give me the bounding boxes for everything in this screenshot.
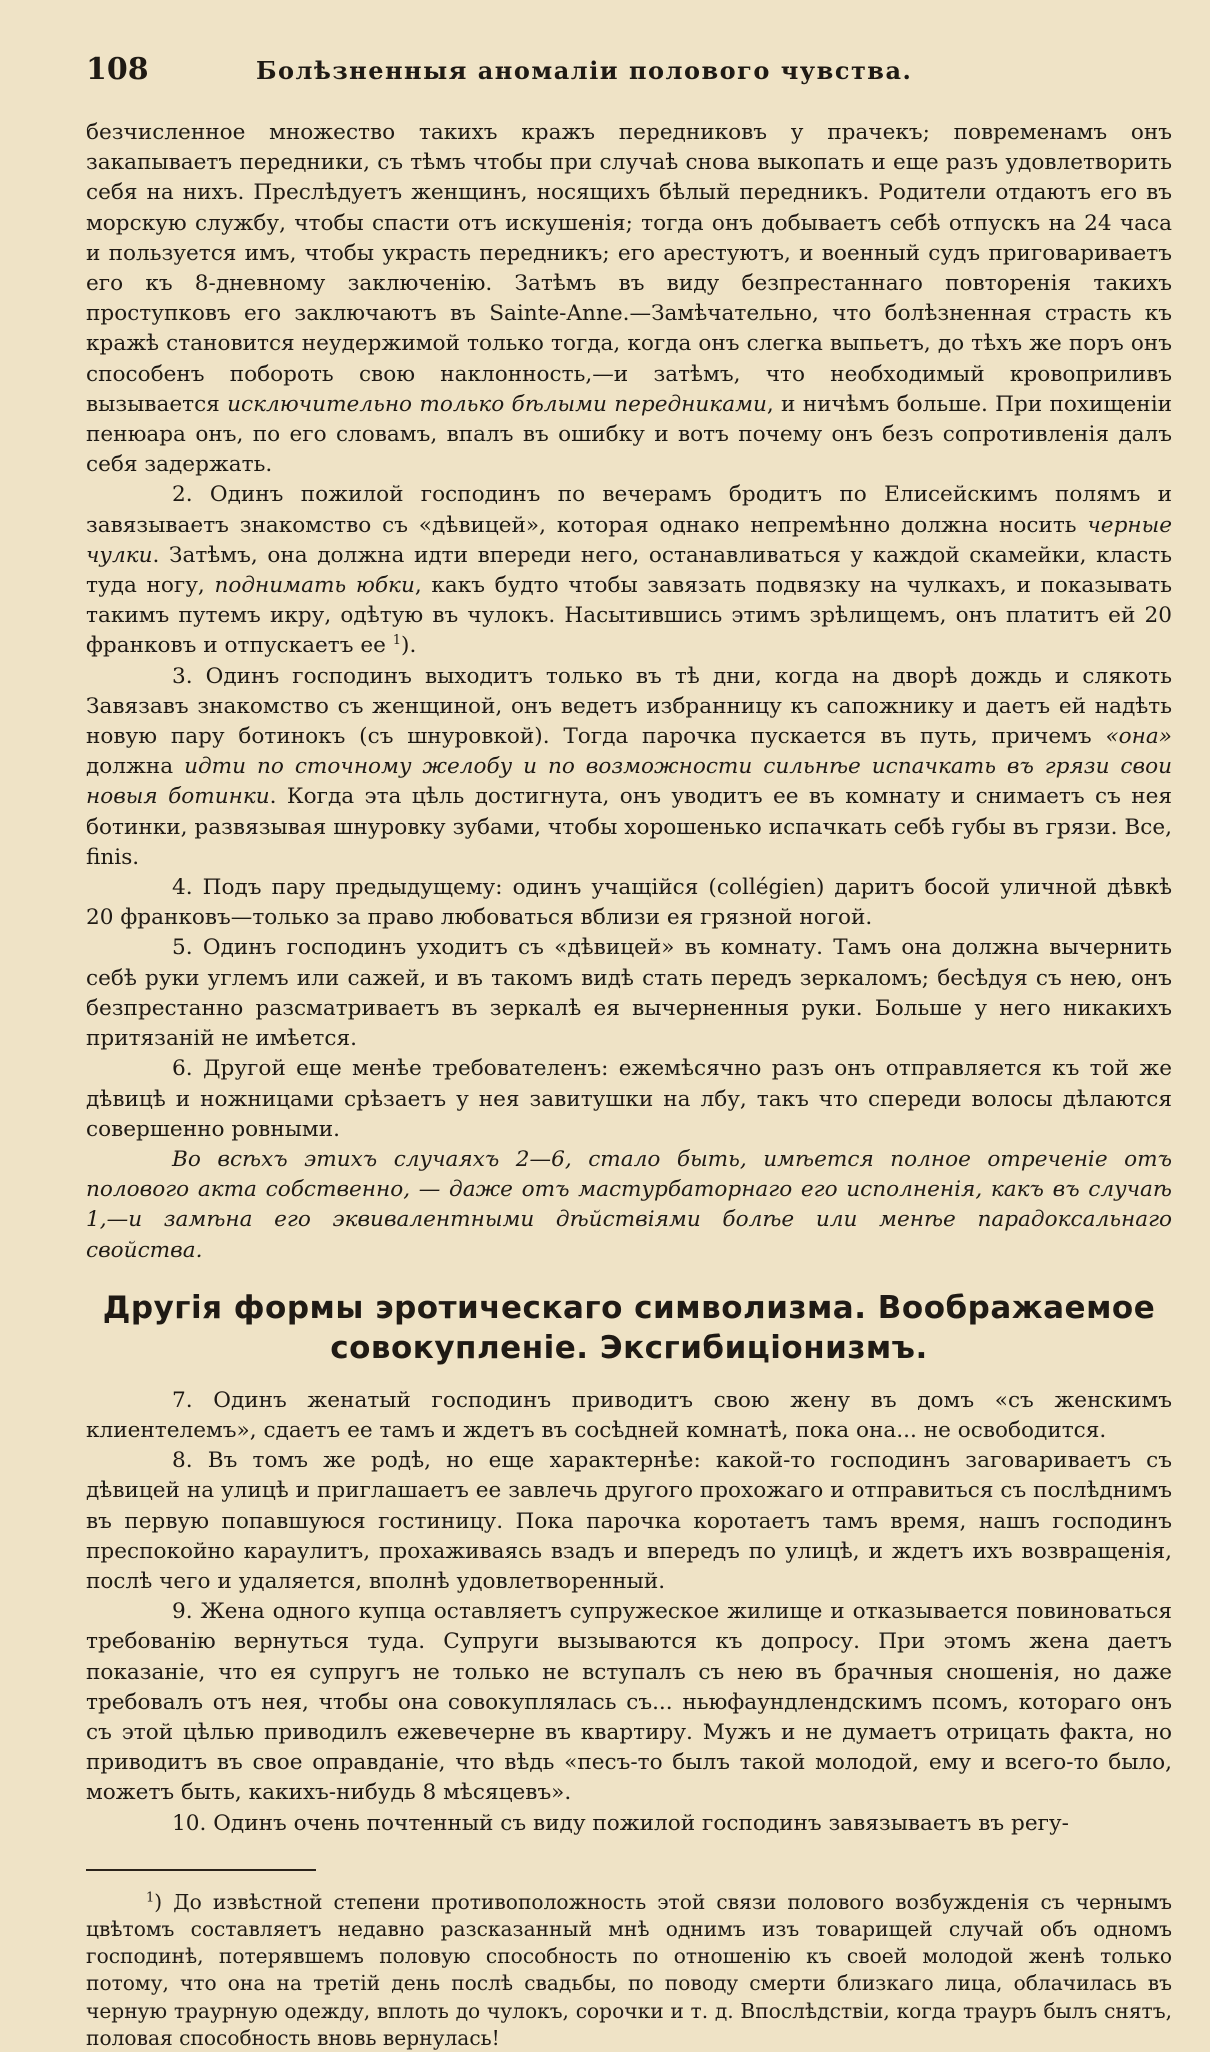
summary-paragraph: Во всѣхъ этихъ случаяхъ 2—6, стало быть, имѣется полное отреченіе отъ полового акта собственно, — даже отъ мастурбаторнаго его исполненія, какъ въ случаѣ 1,—и замѣна его эквивалентными дѣйствіями болѣе или менѣе парадоксальнаго свойства. bbox=[86, 1146, 1172, 1263]
paragraph-10: 10. Одинъ очень почтенный съ виду пожилой господинъ завязываетъ въ регу- bbox=[172, 1810, 1069, 1836]
footnote-marker: 1 bbox=[146, 1890, 155, 1906]
section-heading-line-2: совокупленіе. Эксгибиціонизмъ. bbox=[330, 1329, 928, 1366]
paragraph-6: 6. Другой еще менѣе требователенъ: ежемѣсячно разъ онъ отправляется къ той же дѣвицѣ и ножницами срѣзаетъ у нея завитушки на лбу, такъ что спереди волосы дѣлаются совершенно ровными. bbox=[86, 1056, 1172, 1142]
paragraph-4: 4. Подъ пару предыдущему: одинъ учащійся (collégien) даритъ босой уличной дѣвкѣ 20 франковъ—только за право любоваться вблизи ея грязной ногой. bbox=[86, 875, 1172, 931]
paragraph-8: 8. Въ томъ же родѣ, но еще характернѣе: какой-то господинъ заговариваетъ съ дѣвицей на улицѣ и приглашаетъ ее завлечь другого прохожаго и отправиться съ послѣднимъ въ первую попавшуюся гостиницу. Пока парочка коротаетъ тамъ время, нашъ господинъ преспокойно караулитъ, прохаживаясь взадъ и впередъ по улицѣ, и ждетъ ихъ возвращенія, послѣ чего и удаляется, вполнѣ удовлетворенный. bbox=[86, 1448, 1172, 1594]
footnote-divider bbox=[86, 1869, 316, 1871]
footnote-1: $^1$) До извѣстной степени противоположность этой связи полового возбужденія съ чернымъ цвѣтомъ составляетъ недавно разсказанный мнѣ однимъ изъ товарищей случай объ одномъ господинѣ, потерявшемъ половую способность по отношенію къ своей молодой женѣ только потому, что она на третій день послѣ свадьбы, по поводу смерти близкаго лица, облачилась въ черную траурную одежду, вплоть до чулокъ, сорочки и т. д. Впослѣдствіи, когда трауръ былъ снятъ, половая способность вновь вернулась! bbox=[86, 1889, 1172, 2050]
page-header bbox=[86, 52, 1172, 112]
paragraph-1: безчисленное множество такихъ кражъ передниковъ у прачекъ; повременамъ онъ закапываетъ передники, съ тѣмъ чтобы при случаѣ снова выкопать и еще разъ удовлетворить себя на нихъ. Преслѣдуетъ женщинъ, носящихъ бѣлый передникъ. Родители отдаютъ его въ морскую службу, чтобы спасти отъ искушенія; тогда онъ добываетъ себѣ отпускъ на 24 часа и пользуется имъ, чтобы украсть передникъ; его арестуютъ, и военный судъ приговариваетъ его къ 8-дневному заключенію. Затѣмъ въ виду безпрестаннаго повторенія такихъ проступковъ его заключаютъ въ Sainte-Anne.—Замѣчательно, что болѣзненная страсть къ кражѣ становится неудержимой только тогда, когда онъ слегка выпьетъ, до тѣхъ же поръ онъ способенъ побороть свою наклонность,—и затѣмъ, что необходимый кровоприливъ вызывается исключительно только бѣлыми передниками, и ничѣмъ больше. При похищеніи пенюара онъ, по его словамъ, впалъ въ ошибку и вотъ почему онъ безъ сопротивленія далъ себя задержать. bbox=[86, 120, 1172, 478]
footnotes bbox=[86, 1889, 1172, 2052]
paragraph-3: 3. Одинъ господинъ выходитъ только въ тѣ дни, когда на дворѣ дождь и слякоть Завязавъ знакомство съ женщиной, онъ ведетъ избранницу къ сапожнику и даетъ ей надѣть новую пару ботинокъ (съ шнуровкой). Тогда парочка пускается въ путь, причемъ «она» должна идти по сточному желобу и по возможности сильнѣе испачкать въ грязи свои новыя ботинки. Когда эта цѣль достигнута, онъ уводитъ ее въ комнату и снимаетъ съ нея ботинки, развязывая шнуровку зубами, чтобы хорошенько испачкать себѣ губы въ грязи. Все, finis. bbox=[86, 663, 1172, 870]
paragraph-7: 7. Одинъ женатый господинъ приводитъ свою жену въ домъ «съ женскимъ клиентелемъ», сдаетъ ее тамъ и ждетъ въ сосѣдней комнатѣ, пока она... не освободится. bbox=[86, 1387, 1172, 1443]
footnote-ref[interactable]: 1 bbox=[392, 633, 402, 649]
running-title: Болѣзненныя аномаліи полового чувства. bbox=[256, 56, 913, 85]
paragraph-9: 9. Жена одного купца оставляетъ супружеское жилище и отказывается повиноваться требованію вернуться туда. Супруги вызываются къ допросу. При этомъ жена даетъ показаніе, что ея супругъ не только не вступалъ съ нею въ брачныя сношенія, но даже требовалъ отъ нея, чтобы она совокуплялась съ... ньюфаундлендскимъ псомъ, котораго онъ съ этой цѣлью приводилъ ежевечерне въ квартиру. Мужъ и не думаетъ отрицать факта, но приводитъ въ свое оправданіе, что вѣдь «песъ-то былъ такой молодой, ему и всего-то было, можетъ быть, какихъ-нибудь 8 мѣсяцевъ». bbox=[86, 1599, 1172, 1806]
paragraph-5: 5. Одинъ господинъ уходитъ съ «дѣвицей» въ комнату. Тамъ она должна вычернить себѣ руки углемъ или сажей, и въ такомъ видѣ стать передъ зеркаломъ; бесѣдуя съ нею, онъ безпрестанно разсматриваетъ въ зеркалѣ ея вычерненныя руки. Больше у него никакихъ притязаній не имѣется. bbox=[86, 935, 1172, 1052]
section-heading bbox=[86, 1288, 1172, 1368]
section-heading-line-1: Другія формы эротическаго символизма. Воображаемое bbox=[102, 1289, 1156, 1326]
paragraph-2: 2. Одинъ пожилой господинъ по вечерамъ бродитъ по Елисейскимъ полямъ и завязываетъ знакомство съ «дѣвицей», которая однако непремѣнно должна носить черные чулки. Затѣмъ, она должна идти впереди него, останавливаться у каждой скамейки, класть туда ногу, поднимать юбки, какъ будто чтобы завязать подвязку на чулкахъ, и показывать такимъ путемъ икру, одѣтую въ чулокъ. Насытившись этимъ зрѣлищемъ, онъ платитъ ей 20 франковъ и отпускаетъ ее $^1$). bbox=[86, 482, 1172, 659]
page-number: 108 bbox=[86, 52, 149, 87]
main-text bbox=[86, 118, 1172, 1839]
